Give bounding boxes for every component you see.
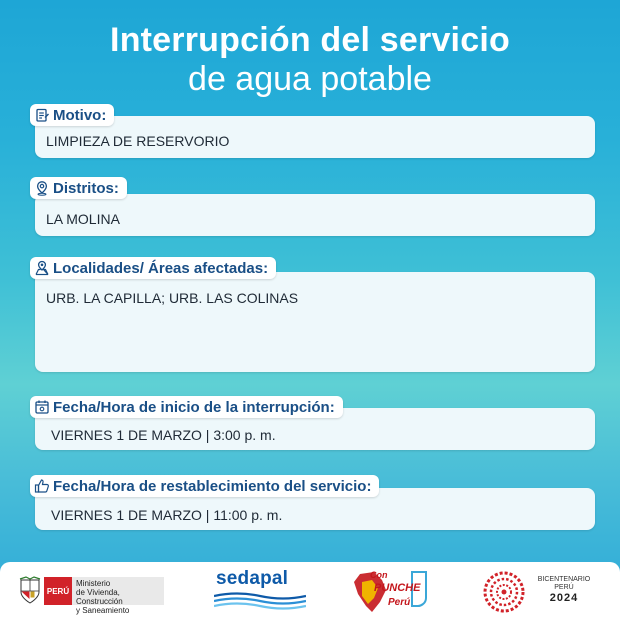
localidades-label: Localidades/ Áreas afectadas:	[53, 259, 269, 277]
bicentenario-line1: BICENTENARIO	[537, 576, 591, 583]
bicentenario-line2: PERÚ	[554, 584, 574, 591]
peru-box: PERÚ	[44, 577, 72, 605]
distritos-label-tab	[30, 177, 127, 199]
bicentenario-emblem-icon	[482, 570, 526, 614]
peru-coat-of-arms-icon	[18, 576, 42, 606]
ministry-line1: Ministerio	[76, 579, 111, 588]
restablecimiento-value: VIERNES 1 DE MARZO | 11:00 p. m.	[51, 507, 283, 523]
sedapal-wordmark: sedapal	[216, 568, 289, 589]
localidades-value: URB. LA CAPILLA; URB. LAS COLINAS	[46, 290, 299, 306]
title-line2: de agua potable	[188, 60, 432, 98]
punche-line3: Perú	[388, 597, 411, 608]
distritos-label: Distritos:	[53, 179, 119, 197]
restablecimiento-label: Fecha/Hora de restablecimiento del servicio:	[53, 477, 372, 495]
inicio-label: Fecha/Hora de inicio de la interrupción:	[53, 398, 335, 416]
bicentenario-text-block	[528, 576, 600, 604]
motivo-label-tab	[30, 104, 114, 126]
inicio-value: VIERNES 1 DE MARZO | 3:00 p. m.	[51, 427, 276, 443]
ministry-line2: de Vivienda, Construcción	[76, 588, 123, 606]
clipboard-icon	[34, 107, 50, 123]
punche-line2: PUNCHE	[374, 582, 421, 594]
localidades-card	[35, 272, 595, 372]
inicio-label-tab	[30, 396, 343, 418]
motivo-label: Motivo:	[53, 106, 107, 124]
sedapal-waves-icon	[214, 592, 306, 610]
page-title	[0, 20, 620, 98]
punche-line1: Con	[370, 570, 388, 580]
bicentenario-year: 2024	[549, 592, 579, 604]
motivo-card	[35, 116, 595, 158]
ministry-line3: y Saneamiento	[76, 606, 130, 615]
localidades-label-tab	[30, 257, 276, 279]
calendar-icon	[34, 399, 50, 415]
motivo-value: LIMPIEZA DE RESERVORIO	[46, 133, 230, 149]
ministry-name-box	[72, 577, 164, 615]
con-punche-peru-logo	[352, 566, 434, 618]
restablecimiento-label-tab	[30, 475, 379, 497]
bicentenario-logo	[482, 568, 612, 616]
sedapal-logo	[214, 568, 306, 614]
footer-logos	[0, 562, 620, 620]
title-line1: Interrupción del servicio	[110, 21, 510, 59]
map-pin-area-icon	[34, 260, 50, 276]
thumbs-up-icon	[34, 478, 50, 494]
location-pin-icon	[34, 180, 50, 196]
distritos-card	[35, 194, 595, 236]
distritos-value: LA MOLINA	[46, 211, 120, 227]
